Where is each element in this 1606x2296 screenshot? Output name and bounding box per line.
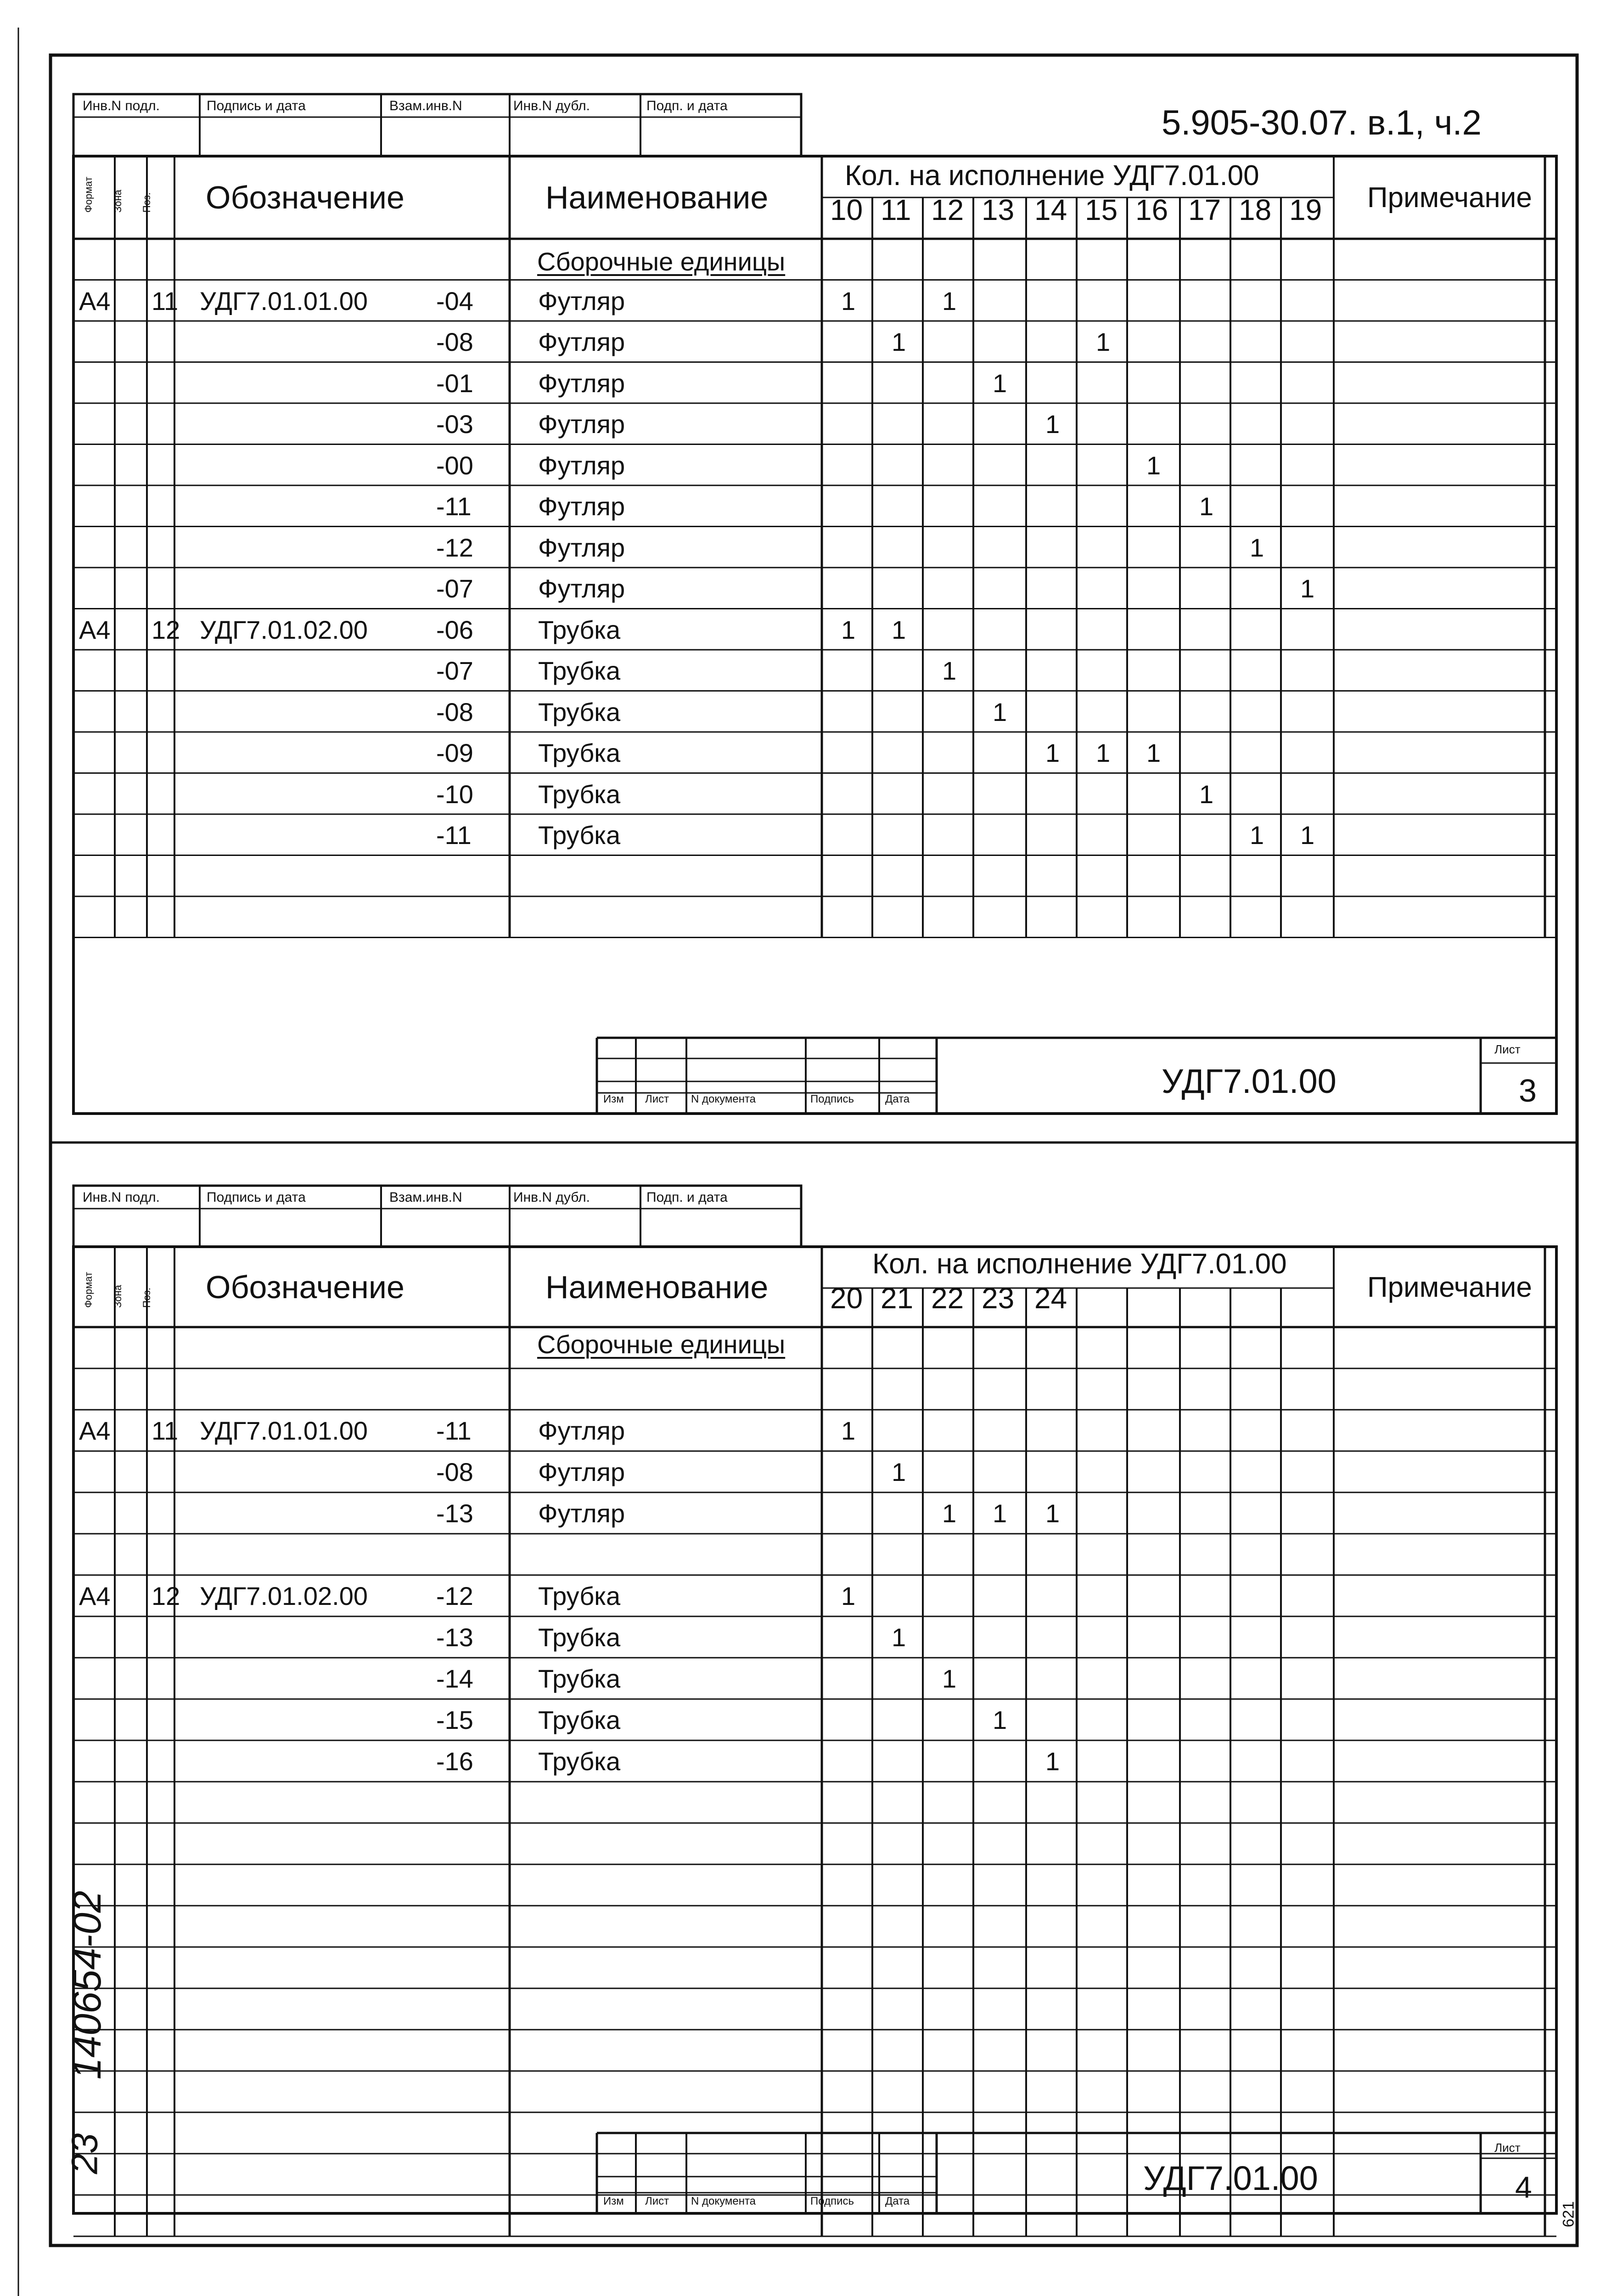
cell-format: А4	[79, 615, 111, 644]
cell-quantity: 1	[1045, 738, 1060, 767]
cell-name: Трубка	[538, 779, 621, 809]
stamp-label-replace-inv: Взам.инв.N	[389, 1190, 462, 1205]
header-pos: Поз.	[141, 192, 152, 213]
stamp-label-sign-date-2: Подп. и дата	[646, 98, 728, 113]
cell-designation-suffix: -01	[436, 368, 473, 398]
cell-name: Футляр	[538, 286, 625, 315]
section-title: Сборочные единицы	[537, 1330, 786, 1359]
tb-label-sheet: Лист	[645, 1093, 669, 1105]
tb-label-change: Изм	[603, 2195, 624, 2207]
cell-designation: УДГ7.01.02.00	[200, 615, 368, 644]
header-designation: Обозначение	[206, 180, 404, 215]
cell-designation-suffix: -03	[436, 410, 473, 439]
stamp-label-inv-dup: Инв.N дубл.	[513, 1190, 590, 1205]
header-pos: Поз.	[141, 1288, 152, 1308]
cell-quantity: 1	[993, 368, 1007, 398]
tb-label-change: Изм	[603, 1093, 624, 1105]
quantity-column-number: 10	[830, 193, 863, 226]
cell-quantity: 1	[1096, 327, 1111, 356]
cell-quantity: 1	[942, 1499, 957, 1528]
sheet-number: 4	[1515, 2170, 1532, 2204]
cell-designation-suffix: -00	[436, 450, 473, 480]
quantity-column-number: 18	[1239, 193, 1272, 226]
quantity-column-number: 24	[1034, 1282, 1067, 1315]
stamp-label-sign-date: Подпись и дата	[207, 1190, 306, 1205]
cell-quantity: 1	[1250, 533, 1264, 562]
cell-quantity: 1	[1045, 1747, 1060, 1776]
quantity-column-number: 20	[830, 1282, 863, 1315]
cell-quantity: 1	[841, 1581, 856, 1610]
cell-name: Трубка	[538, 656, 621, 685]
cell-quantity: 1	[1045, 1499, 1060, 1528]
cell-designation-suffix: -08	[436, 697, 473, 726]
cell-designation-suffix: -10	[436, 779, 473, 809]
cell-designation-suffix: -13	[436, 1623, 473, 1652]
quantity-column-number: 15	[1085, 193, 1118, 226]
quantity-column-number: 16	[1135, 193, 1168, 226]
cell-quantity: 1	[942, 1664, 957, 1693]
tb-label-signature: Подпись	[810, 1093, 854, 1105]
cell-name: Футляр	[538, 410, 625, 439]
margin-handwritten-number: 23	[64, 2133, 105, 2174]
corner-page-number: 621	[1560, 2201, 1578, 2228]
cell-designation-suffix: -08	[436, 1458, 473, 1486]
cell-designation-suffix: -15	[436, 1705, 473, 1734]
cell-name: Трубка	[538, 1747, 621, 1776]
cell-name: Футляр	[538, 368, 625, 398]
quantity-column-number: 21	[881, 1282, 914, 1315]
quantity-column-number: 17	[1188, 193, 1221, 226]
sheet-number: 3	[1519, 1073, 1537, 1109]
quantity-column-number: 22	[931, 1282, 964, 1315]
tb-label-date: Дата	[885, 1093, 910, 1105]
cell-name: Футляр	[538, 1499, 625, 1528]
title-block-designation: УДГ7.01.00	[1143, 2159, 1318, 2197]
header-note: Примечание	[1367, 182, 1532, 214]
tb-label-doc-no: N документа	[691, 2195, 756, 2207]
cell-designation-suffix: -06	[436, 615, 473, 644]
header-zone: Зона	[112, 190, 124, 213]
cell-designation-suffix: -07	[436, 574, 473, 603]
stamp-label-inv-orig: Инв.N подл.	[83, 98, 160, 113]
cell-quantity: 1	[1045, 410, 1060, 439]
cell-designation: УДГ7.01.01.00	[200, 286, 368, 315]
cell-quantity: 1	[1199, 779, 1214, 809]
quantity-column-number: 23	[982, 1282, 1015, 1315]
cell-designation-suffix: -16	[436, 1747, 473, 1776]
cell-designation-suffix: -11	[436, 492, 472, 521]
cell-name: Трубка	[538, 615, 621, 644]
cell-designation-suffix: -12	[436, 1581, 473, 1610]
cell-quantity: 1	[1300, 574, 1315, 603]
cell-name: Трубка	[538, 1581, 621, 1610]
header-quantity: Кол. на исполнение УДГ7.01.00	[845, 160, 1259, 191]
cell-quantity: 1	[1300, 821, 1315, 850]
stamp-label-inv-orig: Инв.N подл.	[83, 1190, 160, 1205]
stamp-label-sign-date-2: Подп. и дата	[646, 1190, 728, 1205]
cell-quantity: 1	[993, 697, 1007, 726]
margin-inventory-number: 140654-02	[65, 1891, 109, 2080]
document-code: 5.905-30.07. в.1, ч.2	[1162, 103, 1482, 142]
cell-designation-suffix: -04	[436, 286, 473, 315]
quantity-column-number: 14	[1034, 193, 1067, 226]
cell-designation-suffix: -14	[436, 1664, 473, 1693]
tb-label-date: Дата	[885, 2195, 910, 2207]
cell-quantity: 1	[1096, 738, 1111, 767]
cell-quantity: 1	[942, 286, 957, 315]
header-name: Наименование	[545, 180, 769, 215]
header-format: Формат	[83, 1272, 94, 1308]
cell-name: Футляр	[538, 450, 625, 480]
cell-position: 12	[152, 615, 180, 644]
cell-name: Футляр	[538, 327, 625, 356]
cell-format: А4	[79, 1581, 111, 1610]
cell-name: Трубка	[538, 821, 621, 850]
cell-quantity: 1	[841, 1416, 856, 1445]
cell-name: Футляр	[538, 1416, 625, 1445]
quantity-column-number: 11	[881, 193, 911, 226]
tb-label-sheet: Лист	[645, 2195, 669, 2207]
cell-format: А4	[79, 1416, 111, 1445]
header-zone: Зона	[112, 1285, 124, 1308]
cell-name: Футляр	[538, 1458, 625, 1486]
header-designation: Обозначение	[206, 1269, 404, 1305]
cell-designation-suffix: -09	[436, 738, 473, 767]
cell-designation: УДГ7.01.01.00	[200, 1416, 368, 1445]
cell-name: Трубка	[538, 738, 621, 767]
tb-label-doc-no: N документа	[691, 1093, 756, 1105]
stamp-label-inv-dup: Инв.N дубл.	[513, 98, 590, 113]
cell-quantity: 1	[892, 1623, 906, 1652]
cell-designation: УДГ7.01.02.00	[200, 1581, 368, 1610]
sheet-label: Лист	[1494, 1042, 1521, 1056]
cell-designation-suffix: -11	[436, 821, 472, 850]
cell-name: Футляр	[538, 574, 625, 603]
header-note: Примечание	[1367, 1272, 1532, 1303]
cell-format: А4	[79, 286, 111, 315]
cell-designation-suffix: -07	[436, 656, 473, 685]
stamp-label-sign-date: Подпись и дата	[207, 98, 306, 113]
cell-name: Трубка	[538, 1664, 621, 1693]
cell-quantity: 1	[1250, 821, 1264, 850]
tb-label-signature: Подпись	[810, 2195, 854, 2207]
cell-position: 11	[152, 286, 179, 315]
header-name: Наименование	[545, 1269, 769, 1305]
cell-name: Трубка	[538, 697, 621, 726]
quantity-column-number: 12	[931, 193, 964, 226]
cell-quantity: 1	[892, 615, 906, 644]
cell-quantity: 1	[993, 1499, 1007, 1528]
cell-designation-suffix: -08	[436, 327, 473, 356]
stamp-label-replace-inv: Взам.инв.N	[389, 98, 462, 113]
header-format: Формат	[83, 176, 94, 213]
title-block-designation: УДГ7.01.00	[1162, 1062, 1336, 1100]
cell-quantity: 1	[1146, 450, 1161, 480]
cell-quantity: 1	[892, 327, 906, 356]
cell-name: Трубка	[538, 1623, 621, 1652]
section-title: Сборочные единицы	[537, 247, 786, 276]
cell-quantity: 1	[993, 1705, 1007, 1734]
cell-name: Футляр	[538, 533, 625, 562]
cell-quantity: 1	[841, 286, 856, 315]
cell-quantity: 1	[942, 656, 957, 685]
cell-name: Трубка	[538, 1705, 621, 1734]
quantity-column-number: 19	[1289, 193, 1322, 226]
cell-designation-suffix: -12	[436, 533, 473, 562]
cell-quantity: 1	[841, 615, 856, 644]
cell-designation-suffix: -13	[436, 1499, 473, 1528]
cell-quantity: 1	[1199, 492, 1214, 521]
cell-quantity: 1	[1146, 738, 1161, 767]
cell-position: 11	[152, 1416, 179, 1445]
header-quantity: Кол. на исполнение УДГ7.01.00	[872, 1248, 1287, 1280]
sheet-label: Лист	[1494, 2141, 1521, 2155]
cell-designation-suffix: -11	[436, 1416, 472, 1445]
cell-name: Футляр	[538, 492, 625, 521]
cell-position: 12	[152, 1581, 180, 1610]
cell-quantity: 1	[892, 1458, 906, 1486]
quantity-column-number: 13	[982, 193, 1015, 226]
